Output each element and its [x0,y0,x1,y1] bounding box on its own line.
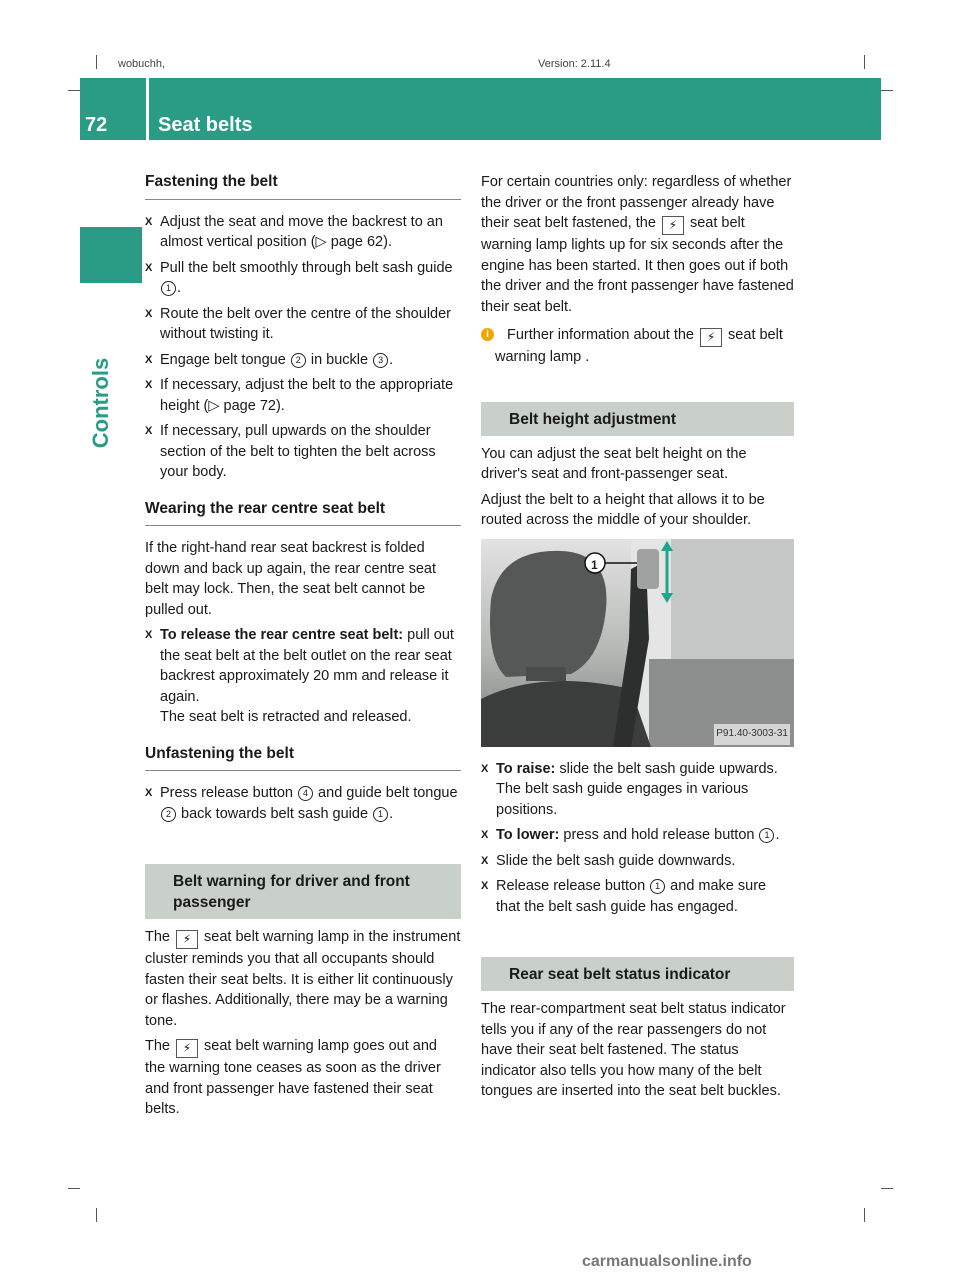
heading-fastening: Fastening the belt [145,172,461,200]
step [481,851,794,872]
paragraph-text: For certain countries only: regardless of whether the driver or the front passenger already have their seat belt fastened, the [481,174,792,231]
heading-status-indicator: Rear seat belt status indicator [481,957,794,991]
step [145,304,461,345]
paragraph-text: The [145,929,175,945]
heading-belt-warning: Belt warning for driver and front passenger [145,864,461,919]
step-arrow-icon: X [481,829,489,841]
seat-belt-warning-icon: ⚡ [662,216,684,235]
step [145,350,461,371]
watermark: carmanualsonline.info [582,1253,752,1270]
heading-rear-centre: Wearing the rear centre seat belt [145,499,461,527]
step-text: in buckle [306,351,373,368]
step [145,625,461,728]
paragraph [145,1036,461,1120]
callout-1-icon: 1 [373,807,388,822]
step-arrow-icon: X [145,379,153,391]
paragraph: You can adjust the seat belt height on the driver's seat and front-passenger seat. [481,445,747,482]
sidebar-label: Controls [88,357,113,449]
info-icon: i [481,328,494,341]
file-name: wobuchh, [118,58,166,70]
left-column [145,172,461,1125]
callout-4-icon: 4 [298,786,313,801]
step-text: and guide belt tongue [314,785,458,801]
paragraph-text: seat belt warning lamp lights up for six seconds after the engine has been started. It then goes out if both the driver and the front passenger have fastened their seat belt. [481,215,794,315]
crop-mark [881,90,893,91]
step-label: To release the rear centre seat belt: [160,627,404,643]
paragraph-text: seat belt warning lamp goes out and the warning tone ceases as soon as the driver and front passenger have fastened their seat belts. [145,1038,441,1117]
step-text: back towards belt sash guide [177,805,373,822]
sidebar-tab [80,227,142,283]
callout-2-icon: 2 [161,807,176,822]
crop-mark [68,90,80,91]
info-text: seat belt warning lamp . [495,327,783,365]
step [145,375,461,416]
step [145,783,461,824]
paragraph: If the right-hand rear seat backrest is folded down and back up again, the rear centre seat belt may lock. Then, the seat belt cannot be pulled out. [145,540,436,618]
step-text: . [389,351,394,368]
step-text: Press release button [160,785,298,801]
seat-belt-warning-icon: ⚡ [176,930,198,949]
step-label: To raise: [496,760,556,777]
crop-mark [96,1208,97,1222]
step [145,212,461,253]
step-text: Slide the belt sash guide downwards. [496,852,736,869]
step [481,759,794,821]
step-arrow-icon: X [481,880,489,892]
step-text: Engage belt tongue [160,351,290,368]
step-arrow-icon: X [145,307,153,320]
step [481,825,794,846]
photo-code: P91.40-3003-31 [714,724,790,745]
crop-mark [864,1208,865,1222]
step [145,421,461,483]
info-text: Further information about the [507,327,699,343]
callout-1-icon: 1 [161,281,176,296]
step-arrow-icon: X [145,787,153,799]
paragraph: Adjust the belt to a height that allows it to be routed across the middle of your shoulder. [481,491,765,528]
heading-unfastening: Unfastening the belt [145,744,461,772]
step-text: Route the belt over the centre of the shoulder without twisting it. [160,305,451,342]
heading-belt-height: Belt height adjustment [481,402,794,436]
step-text: Pull the belt smoothly through belt sash guide [160,259,453,276]
step-arrow-icon: X [145,215,153,228]
step-text: . [177,280,182,296]
paragraph-text: The [145,1038,175,1054]
paragraph: The rear-compartment seat belt status indicator tells you if any of the rear passengers do not have their seat belt fastened. The status indicator also tells you how many of the belt tongues are inserted into the seat belt buckles. [481,1001,786,1099]
seat-belt-warning-icon: ⚡ [176,1039,198,1058]
step [481,876,794,917]
belt-height-photo [481,539,794,747]
step [145,258,461,299]
info-note [481,325,794,368]
step-result: The seat belt is retracted and released. [160,709,412,725]
step-text: If necessary, pull upwards on the shoulder section of the belt to tighten the belt across your body. [160,423,436,480]
paragraph-text: seat belt warning lamp in the instrument cluster reminds you that all occupants should fasten their seat belts. It is either lit continuously or flashes. Additionally, there may be a warning tone. [145,929,461,1029]
crop-mark [864,55,865,69]
step-arrow-icon: X [145,425,153,437]
page-number: 72 [85,114,108,136]
callout-1-icon: 1 [759,828,774,843]
step-arrow-icon: X [481,762,489,775]
step-arrow-icon: X [481,854,489,867]
step-text: press and hold release button [559,827,759,843]
seat-illustration [481,539,794,747]
step-text: Adjust the seat and move the backrest to an almost vertical position (▷ page 62). [160,213,443,250]
step-arrow-icon: X [145,261,153,274]
paragraph [481,172,794,317]
step-arrow-icon: X [145,629,153,641]
callout-2-icon: 2 [291,353,306,368]
step-text: Release release button [496,878,650,894]
step-text: . [775,827,780,843]
photo-callout-1: 1 [591,557,598,572]
section-title: Seat belts [158,114,253,136]
step-text: and make sure that the belt sash guide has engaged. [496,878,767,915]
crop-mark [881,1188,893,1189]
crop-mark [96,55,97,69]
callout-1-icon: 1 [650,879,665,894]
callout-3-icon: 3 [373,353,388,368]
right-column [481,172,794,1107]
version-label: Version: 2.11.4 [538,58,611,70]
step-text: slide the belt sash guide upwards. The belt sash guide engages in various positions. [496,760,778,818]
step-label: To lower: [496,827,560,843]
step-text: pull out the seat belt at the belt outlet on the rear seat backrest approximately 20 mm and release it again. [160,627,454,705]
paragraph [145,927,461,1031]
seat-belt-warning-icon: ⚡ [700,328,722,347]
step-arrow-icon: X [145,353,153,366]
step-text: . [389,805,394,822]
step-text: If necessary, adjust the belt to the appropriate height (▷ page 72). [160,377,454,414]
header-divider [146,78,149,140]
crop-mark [68,1188,80,1189]
